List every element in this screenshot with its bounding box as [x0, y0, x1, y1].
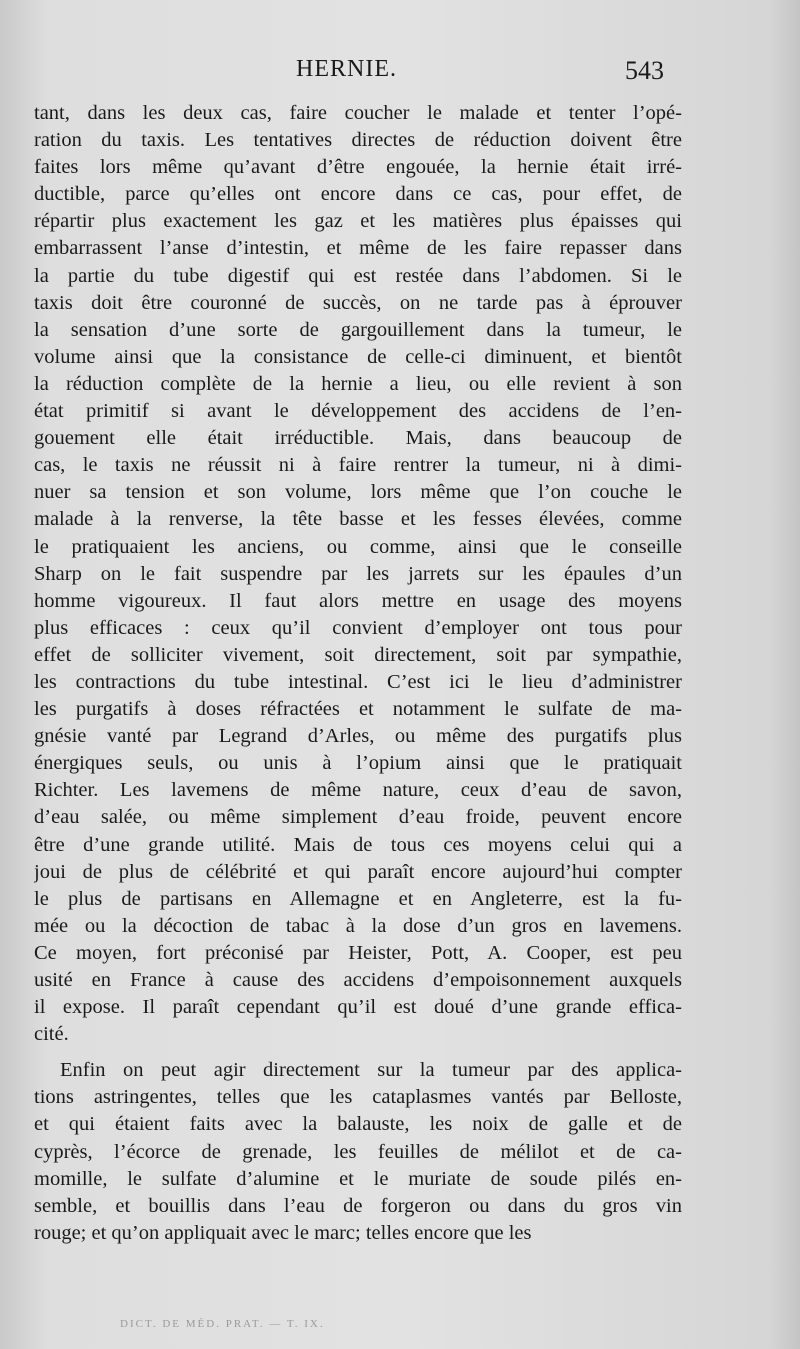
text-line: effet de solliciter vivement, soit directement, soit par sympathie,: [34, 643, 682, 666]
text-line: gouement elle était irréductible. Mais, dans beaucoup de: [34, 427, 682, 450]
running-head: [0, 56, 800, 96]
text-line: répartir plus exactement les gaz et les matières plus épaisses qui: [34, 210, 682, 233]
text-line: les purgatifs à doses réfractées et notamment le sulfate de ma-: [34, 698, 682, 721]
text-line: il expose. Il paraît cependant qu’il est doué d’une grande effica-: [34, 996, 682, 1019]
text-line: d’eau salée, ou même simplement d’eau froide, peuvent encore: [34, 806, 682, 829]
text-line: le plus de partisans en Allemagne et en Angleterre, est la fu-: [34, 887, 682, 910]
text-line: Richter. Les lavemens de même nature, ceux d’eau de savon,: [34, 779, 682, 802]
text-line: cyprès, l’écorce de grenade, les feuilles de mélilot et de ca-: [34, 1140, 682, 1163]
signature-mark: DICT. DE MÉD. PRAT. — T. IX.: [120, 1318, 325, 1330]
text-line: semble, et bouillis dans l’eau de forgeron ou dans du gros vin: [34, 1194, 682, 1217]
text-line: volume ainsi que la consistance de celle-ci diminuent, et bientôt: [34, 345, 682, 368]
text-line: Sharp on le fait suspendre par les jarrets sur les épaules d’un: [34, 562, 682, 585]
text-line: embarrassent l’anse d’intestin, et même de les faire repasser dans: [34, 237, 682, 260]
text-line: taxis doit être couronné de succès, on ne tarde pas à éprouver: [34, 291, 682, 314]
text-line: faites lors même qu’avant d’être engouée, la hernie était irré-: [34, 156, 682, 179]
text-line: Ce moyen, fort préconisé par Heister, Pott, A. Cooper, est peu: [34, 941, 682, 964]
text-line: malade à la renverse, la tête basse et les fesses élevées, comme: [34, 508, 682, 531]
text-line: les contractions du tube intestinal. C’est ici le lieu d’administrer: [34, 670, 682, 693]
page-number: 543: [625, 56, 664, 85]
text-line: mée ou la décoction de tabac à la dose d’un gros en lavemens.: [34, 914, 682, 937]
text-line: plus efficaces : ceux qu’il convient d’employer ont tous pour: [34, 616, 682, 639]
text-line: le pratiquaient les anciens, ou comme, ainsi que le conseille: [34, 535, 682, 558]
paragraph: [34, 1057, 682, 1247]
running-title: HERNIE.: [296, 56, 397, 82]
text-line: la partie du tube digestif qui est restée dans l’abdomen. Si le: [34, 264, 682, 287]
text-line: ductible, parce qu’elles ont encore dans ce cas, pour effet, de: [34, 183, 682, 206]
text-line: usité en France à cause des accidens d’empoisonnement auxquels: [34, 969, 682, 991]
text-line: tant, dans les deux cas, faire coucher le malade et tenter l’opé-: [34, 102, 682, 124]
text-line: état primitif si avant le développement des accidens de l’en-: [34, 400, 682, 423]
text-line: ration du taxis. Les tentatives directes de réduction doivent être: [34, 129, 682, 152]
text-line: homme vigoureux. Il faut alors mettre en usage des moyens: [34, 589, 682, 612]
text-line: cas, le taxis ne réussit ni à faire rentrer la tumeur, ni à dimi-: [34, 454, 682, 477]
text-line: momille, le sulfate d’alumine et le muriate de soude pilés en-: [34, 1167, 682, 1190]
text-line: nuer sa tension et son volume, lors même que l’on couche le: [34, 481, 682, 504]
body-text: [34, 100, 682, 1247]
text-line: la sensation d’une sorte de gargouillement dans la tumeur, le: [34, 318, 682, 341]
text-line: joui de plus de célébrité et qui paraît encore aujourd’hui compter: [34, 860, 682, 883]
text-line: la réduction complète de la hernie a lieu, ou elle revient à son: [34, 372, 682, 395]
text-line: et qui étaient faits avec la balauste, les noix de galle et de: [34, 1113, 682, 1136]
text-line: cité.: [34, 1023, 69, 1046]
text-line: énergiques seuls, ou unis à l’opium ainsi que le pratiquait: [34, 752, 682, 775]
text-line: être d’une grande utilité. Mais de tous ces moyens celui qui a: [34, 833, 682, 856]
paragraph: [34, 100, 682, 1048]
text-line: gnésie vanté par Legrand d’Arles, ou même des purgatifs plus: [34, 725, 682, 748]
text-line: Enfin on peut agir directement sur la tumeur par des applica-: [60, 1059, 682, 1082]
text-line: rouge; et qu’on appliquait avec le marc; telles encore que les: [34, 1221, 532, 1244]
text-line: tions astringentes, telles que les cataplasmes vantés par Belloste,: [34, 1086, 682, 1109]
